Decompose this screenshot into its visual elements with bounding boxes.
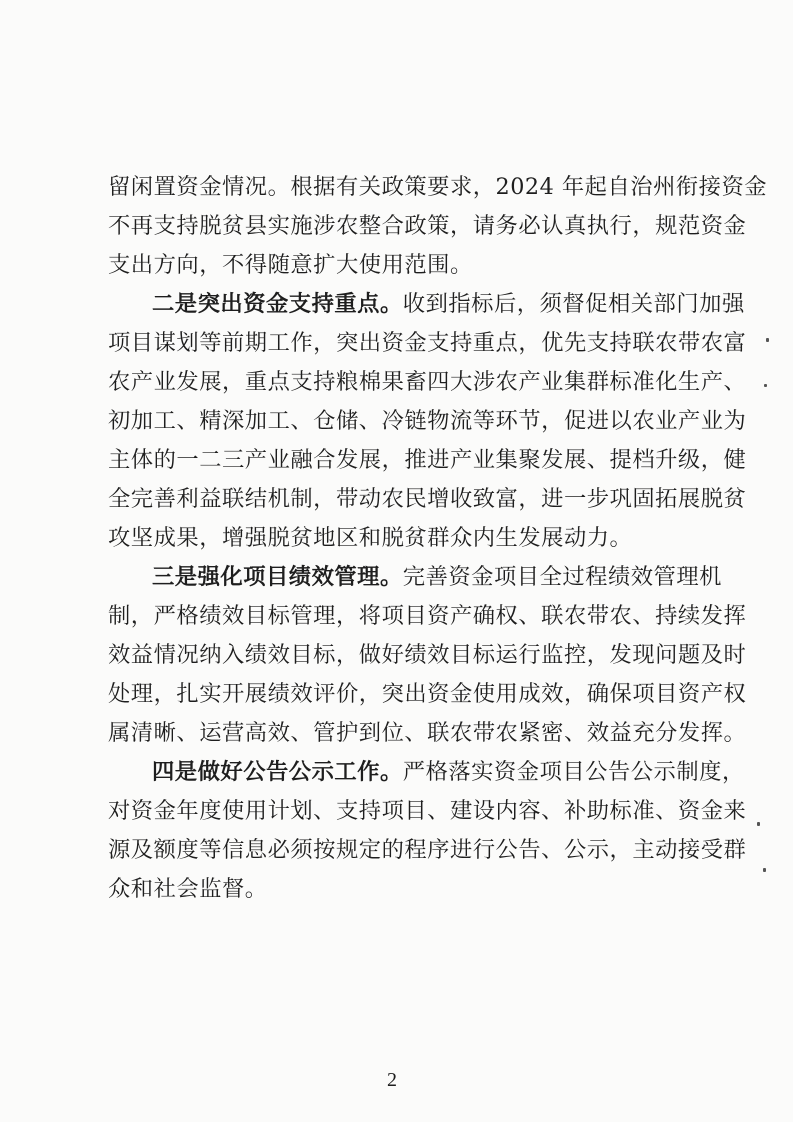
text-line: 农产业发展，重点支持粮棉果畜四大涉农产业集群标准化生产、 (108, 369, 747, 395)
text-line: 支出方向，不得随意扩大使用范围。 (108, 252, 473, 278)
text-line: 属清晰、运营高效、管护到位、联农带农紧密、效益充分发挥。 (108, 720, 747, 746)
text-line: 攻坚成果，增强脱贫地区和脱贫群众内生发展动力。 (108, 525, 633, 551)
paragraph-first-line (152, 562, 722, 592)
text-span: 收到指标后，须督促相关部门加强 (402, 291, 745, 317)
scan-speck (757, 822, 760, 826)
text-line: 对资金年度使用计划、支持项目、建设内容、补助标准、资金来 (108, 798, 747, 824)
page-number: 2 (387, 1069, 397, 1091)
text-line: 众和社会监督。 (108, 876, 268, 902)
text-line: 初加工、精深加工、仓储、冷链物流等环节，促进以农业产业为 (108, 408, 747, 434)
scan-speck (764, 384, 767, 387)
text-line: 不再支持脱贫县实施涉农整合政策，请务必认真执行，规范资金 (108, 213, 747, 239)
text-span: 完善资金项目全过程绩效管理机 (402, 564, 722, 590)
scan-speck (766, 338, 769, 342)
text-line: 源及额度等信息必须按规定的程序进行公告、公示，主动接受群 (108, 837, 747, 863)
section-heading: 四是做好公告公示工作。 (152, 759, 403, 785)
text-line: 主体的一二三产业融合发展，推进产业集聚发展、提档升级，健 (108, 447, 747, 473)
section-heading: 二是突出资金支持重点。 (152, 291, 403, 317)
scan-speck (763, 868, 766, 872)
text-span: 严格落实资金项目公告公示制度， (402, 759, 745, 785)
text-line: 全完善利益联结机制，带动农民增收致富，进一步巩固拓展脱贫 (108, 486, 747, 512)
text-line: 项目谋划等前期工作，突出资金支持重点，优先支持联农带农富 (108, 330, 747, 356)
text-line: 效益情况纳入绩效目标，做好绩效目标运行监控，发现问题及时 (108, 642, 747, 668)
paragraph-first-line (152, 757, 745, 787)
paragraph-first-line (152, 289, 745, 319)
section-heading: 三是强化项目绩效管理。 (152, 564, 403, 590)
text-line: 处理，扎实开展绩效评价，突出资金使用成效，确保项目资产权 (108, 681, 747, 707)
text-line: 留闲置资金情况。根据有关政策要求，2024 年起自治州衔接资金 (108, 174, 768, 200)
text-line: 制，严格绩效目标管理，将项目资产确权、联农带农、持续发挥 (108, 603, 747, 629)
